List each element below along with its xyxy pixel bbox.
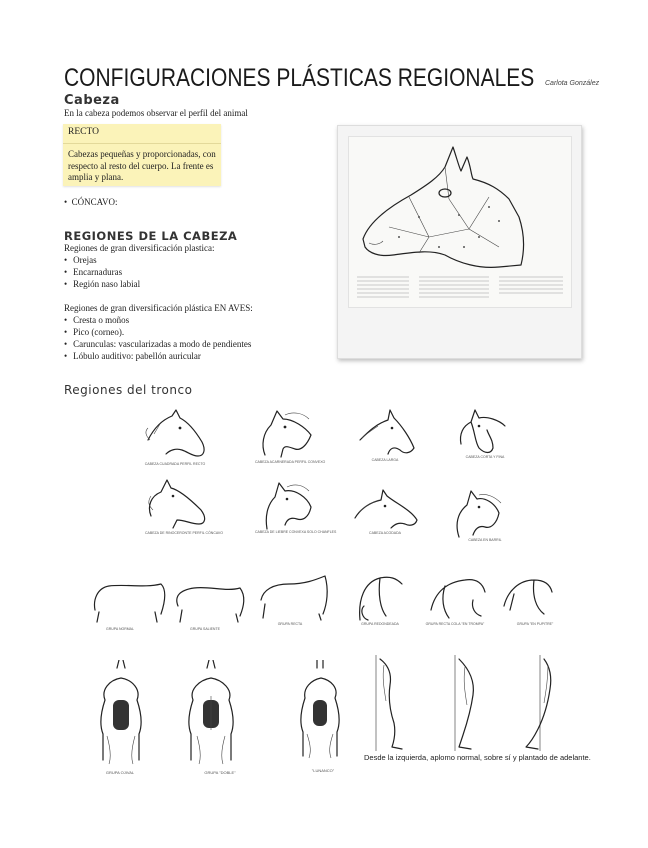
caption-croup-side-1: GRUPA NORMAL (106, 627, 134, 631)
caption-head-7: CABEZA ACODADA (369, 531, 401, 535)
caption-rear-3: "LUNANCO" (311, 768, 335, 773)
rear-view-illustration (85, 660, 355, 770)
regiones-cabeza-block (64, 242, 253, 362)
list-item: • Lóbulo auditivo: pabellón auricular (64, 350, 253, 362)
list-item: • Pico (corneo). (64, 326, 253, 338)
horse-head-4 (460, 410, 505, 453)
caption-rear-2: GRUPA "DOBLE" (204, 770, 236, 775)
rear-view-2 (189, 660, 233, 764)
list-item: • Encarnaduras (64, 266, 253, 278)
croup-profile-2 (431, 580, 485, 618)
caption-head-6: CABEZA DE LIEBRE CONVEXA SOLO CHANFLES (255, 530, 337, 534)
leg-sobre-si (455, 655, 473, 751)
rear-view-3 (301, 660, 339, 758)
horse-head-2 (263, 411, 311, 457)
regiones-intro: Regiones de gran diversificación plastica: (64, 243, 215, 253)
horse-head-5 (149, 480, 205, 528)
croup-profile-3 (504, 580, 552, 614)
page-title: CONFIGURACIONES PLÁSTICAS REGIONALES (64, 64, 535, 92)
section-heading-cabeza: Cabeza (64, 93, 120, 108)
author-label: Carlota González (545, 80, 600, 87)
list-item: • Orejas (64, 254, 253, 266)
list-item: • Cresta o moños (64, 314, 253, 326)
list-item: • Carunculas: vascularizadas a modo de pendientes (64, 338, 253, 350)
list-item: • Región naso labial (64, 278, 253, 290)
caption-head-1: CABEZA CUADRADA PERFIL RECTO (144, 462, 206, 466)
caption-croup-side-2: GRUPA SALIENTE (190, 627, 220, 631)
note-divider (63, 143, 221, 144)
section-heading-tronco: Regiones del tronco (64, 383, 193, 397)
note-label: RECTO (68, 127, 99, 137)
croup-side-3 (261, 576, 327, 620)
aves-list (64, 314, 253, 362)
section-heading-regiones-cabeza: REGIONES DE LA CABEZA (64, 229, 238, 243)
caption-head-4: CABEZA CORTA Y FINA (465, 455, 505, 459)
horse-head-7 (355, 490, 417, 528)
regiones-list (64, 254, 253, 290)
caption-head-8: CABEZA EN BARRIL (468, 538, 502, 542)
note-text: Cabezas pequeñas y proporcionadas, con respecto al resto del cuerpo. La frente es amplia y plana. (68, 149, 216, 182)
cow-head-illustration (349, 137, 571, 307)
caption-croup-profile-1: GRUPA REDONDEADA (361, 622, 399, 626)
croup-illustration (85, 570, 565, 630)
cow-head-photo (337, 125, 582, 359)
concavo-item (64, 196, 118, 208)
croup-side-1 (95, 584, 165, 622)
leg-normal (376, 655, 402, 751)
caption-head-5: CABEZA DE RINOCERONTE PERFIL CÓNCAVO (145, 531, 223, 535)
horse-head-1 (146, 410, 204, 456)
caption-croup-profile-3: GRUPA "EN PUPITRE" (516, 622, 554, 626)
caption-head-3: CABEZA LARGA (371, 458, 399, 462)
legs-illustration (360, 655, 590, 755)
concavo-label: CÓNCAVO: (71, 197, 118, 207)
rear-view-1 (101, 660, 141, 764)
bullet-icon: • (64, 197, 72, 207)
caption-head-2: CABEZA ACARNERADA PERFIL CONVEXO (255, 460, 326, 464)
legs-caption: Desde la izquierda, aplomo normal, sobre sí y plantado de adelante. (364, 753, 591, 762)
caption-croup-side-3: GRUPA RECTA (277, 622, 303, 626)
cow-head-diagram (348, 136, 572, 308)
horse-head-6 (266, 483, 311, 529)
caption-croup-profile-2: GRUPA RECTA COLA "EN TROMPA" (425, 622, 485, 626)
croup-side-2 (177, 588, 244, 622)
leg-plantado (526, 655, 551, 751)
caption-rear-1: GRUPA OJIVAL (105, 770, 135, 775)
aves-intro: Regiones de gran diversificación plástica EN AVES: (64, 303, 253, 313)
horse-head-3 (360, 410, 414, 454)
cabeza-intro: En la cabeza podemos observar el perfil del animal (64, 108, 248, 118)
croup-profile-1 (360, 577, 402, 620)
horse-head-8 (457, 491, 501, 537)
